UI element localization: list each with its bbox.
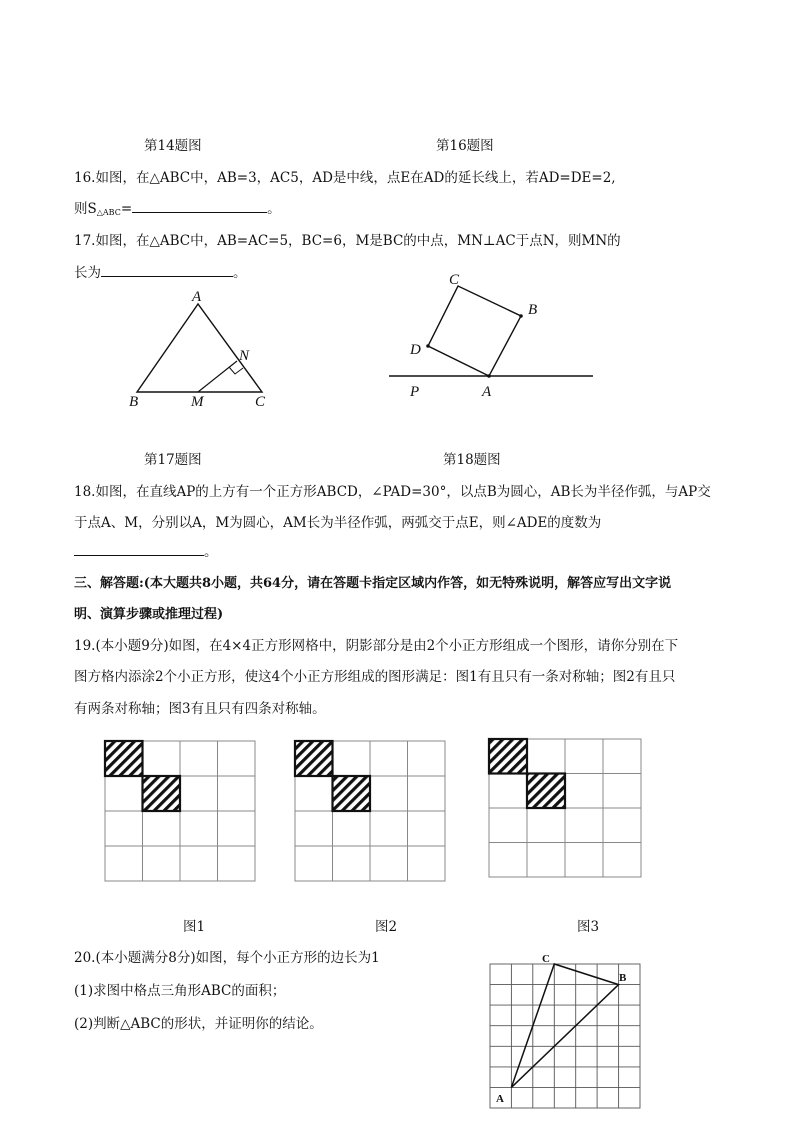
q18-answer-blank[interactable]: [74, 543, 204, 556]
grid-3[interactable]: [489, 739, 641, 877]
label-a: A: [192, 289, 202, 305]
q20-line2: (1)求图中格点三角形ABC的面积；: [74, 983, 286, 999]
grid-label-1: 图1: [183, 919, 206, 935]
q16-answer-blank[interactable]: [132, 200, 267, 213]
label-m: M: [191, 394, 204, 410]
label-c: C: [255, 394, 266, 410]
square-abcd: [428, 286, 521, 376]
shaded-cell: [489, 739, 527, 774]
shaded-cell: [333, 776, 371, 811]
q17-line2: [74, 261, 247, 281]
caption-fig16: 第16题图: [436, 138, 494, 154]
q18-end: 。: [204, 544, 218, 560]
label-n: N: [239, 348, 250, 364]
caption-fig17: 第17题图: [144, 452, 202, 468]
figure-17-triangle: [125, 288, 275, 410]
label-a: A: [482, 384, 492, 400]
shaded-cell: [143, 776, 181, 811]
label-c: C: [542, 953, 550, 965]
caption-fig18: 第18题图: [443, 452, 501, 468]
q16-line2: [74, 197, 281, 217]
section3-line2: 明、演算步骤或推理过程): [74, 607, 224, 622]
point-b: [519, 314, 523, 318]
label-b: B: [528, 302, 538, 318]
q19-line1: 19.(本小题9分)如图，在4×4正方形网格中，阴影部分是由2个小正方形组成一个图形，请你分别在下: [74, 638, 679, 654]
grid-2[interactable]: [295, 741, 445, 881]
grid-1[interactable]: [105, 741, 255, 881]
figure-18-square: [385, 266, 600, 406]
q20-line3: (2)判断△ABC的形状，并证明你的结论。: [74, 1016, 323, 1032]
q17-end: 。: [233, 265, 247, 281]
segment-mn: [198, 361, 237, 392]
q19-grids: [0, 735, 794, 887]
q18-line3: [74, 540, 218, 560]
caption-fig14: 第14题图: [144, 138, 202, 154]
q18-line2: 于点A、M，分别以A，M为圆心，AM长为半径作弧，两弧交于点E，则∠ADE的度数为: [74, 515, 602, 531]
q19-line3: 有两条对称轴；图3有且只有四条对称轴。: [74, 701, 326, 717]
label-d: D: [410, 342, 421, 358]
label-b: B: [619, 972, 627, 984]
shaded-cell: [105, 741, 143, 776]
q17-answer-blank[interactable]: [101, 264, 233, 277]
grid-label-3: 图3: [577, 919, 600, 935]
shaded-cell: [527, 774, 565, 809]
label-p: P: [410, 384, 420, 400]
q17-prefix: 长为: [74, 265, 101, 281]
shaded-cell: [295, 741, 333, 776]
q19-line2: 图方格内添涂2个小正方形，使这4个小正方形组成的图形满足：图1有且只有一条对称轴；图2有且只: [74, 669, 676, 685]
label-a: A: [496, 1093, 504, 1105]
label-c: C: [449, 272, 460, 288]
q18-line1: 18.如图，在直线AP的上方有一个正方形ABCD，∠PAD=30°，以点B为圆心，AB长为半径作弧，与AP交: [74, 484, 711, 500]
q16-area-sub: △ABC: [96, 208, 121, 217]
q16-equals: =: [120, 201, 133, 217]
q17-line1: 17.如图，在△ABC中，AB=AC=5，BC=6，M是BC的中点，MN⊥AC于点N，则MN的: [74, 233, 621, 249]
point-d: [426, 344, 430, 348]
q20-line1: 20.(本小题满分8分)如图，每个小正方形的边长为1: [74, 950, 380, 966]
section3-line1: 三、解答题:(本大题共8小题，共64分，请在答题卡指定区域内作答，如无特殊说明，解答应写出文字说: [74, 576, 672, 591]
q16-end: 。: [267, 201, 281, 217]
right-angle-mark: [229, 367, 243, 374]
point-a: [487, 374, 491, 378]
label-b: B: [129, 394, 139, 410]
grid-label-2: 图2: [375, 919, 398, 935]
figure-20-grid-triangle: [486, 952, 646, 1112]
q16-line1: 16.如图，在△ABC中，AB=3，AC5，AD是中线，点E在AD的延长线上，若AD=DE=2,: [74, 170, 616, 186]
q16-area-label: 则S: [74, 201, 97, 217]
